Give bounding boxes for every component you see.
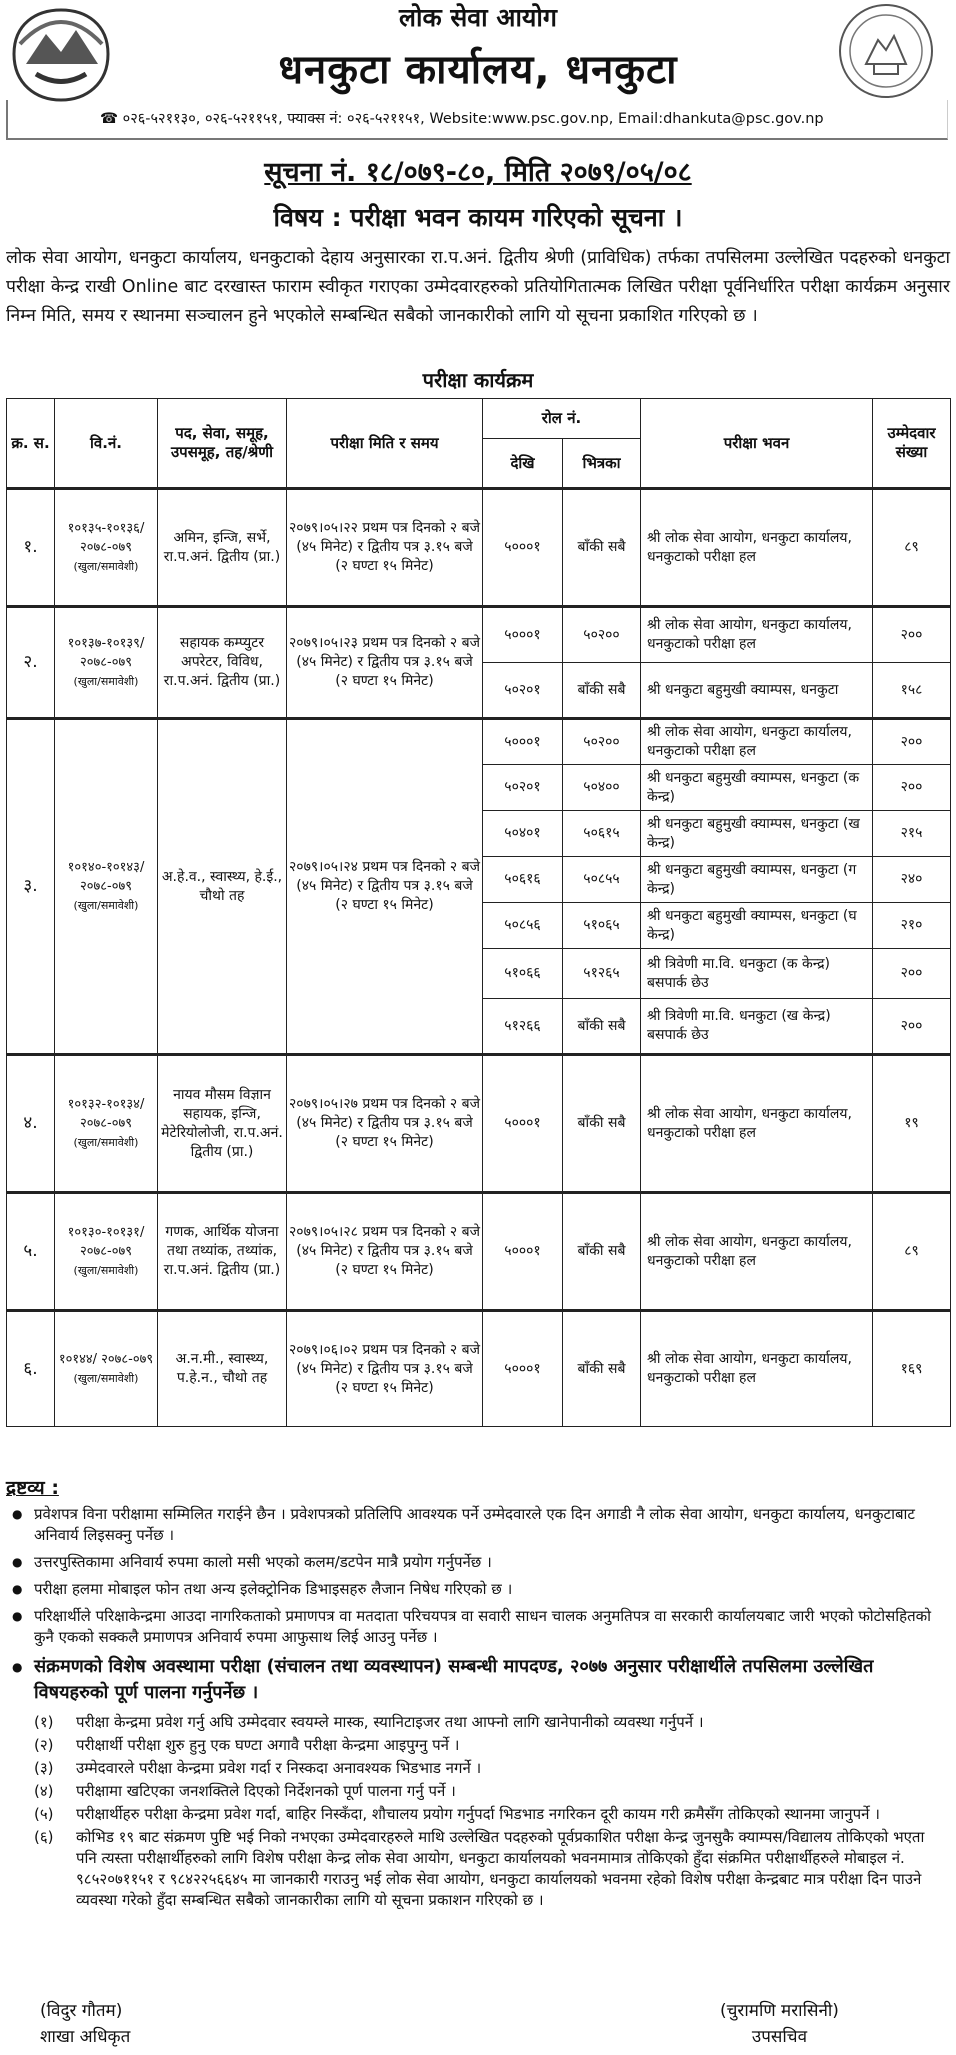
adv-type: (खुला/समावेशी) xyxy=(73,675,139,688)
exam-hall: श्री लोक सेवा आयोग, धनकुटा कार्यालय, धनकुटाको परीक्षा हल xyxy=(641,489,873,607)
roll-to: बाँकी सबै xyxy=(563,999,641,1055)
adv-number-text: १०१४०-१०१४३/ २०७८-०७९ xyxy=(67,860,145,894)
col-header-to: भित्रका xyxy=(563,439,641,489)
advertisement-number xyxy=(55,1193,158,1311)
roll-to: बाँकी सबै xyxy=(563,663,641,719)
exam-hall: श्री त्रिवेणी मा.वि. धनकुटा (ख केन्द्र) बसपार्क छेउ xyxy=(641,999,873,1055)
adv-type: (खुला/समावेशी) xyxy=(73,1264,139,1277)
col-header-adv: वि.नं. xyxy=(55,399,158,489)
exam-date-time: २०७९।०६।०२ प्रथम पत्र दिनको २ बजे (४५ मिनेट) र द्वितीय पत्र ३.१५ बजे (२ घण्टा १५ मिनेट) xyxy=(287,1311,483,1427)
exam-hall: श्री धनकुटा बहुमुखी क्याम्पस, धनकुटा (घ केन्द्र) xyxy=(641,903,873,949)
exam-hall: श्री धनकुटा बहुमुखी क्याम्पस, धनकुटा (ख केन्द्र) xyxy=(641,811,873,857)
col-header-roll: रोल नं. xyxy=(483,399,641,439)
col-header-post: पद, सेवा, समूह, उपसमूह, तह/श्रेणी xyxy=(158,399,287,489)
candidate-count: २०० xyxy=(873,949,951,999)
serial-number: ३. xyxy=(7,719,55,1055)
serial-number: २. xyxy=(7,607,55,719)
advertisement-number xyxy=(55,489,158,607)
signatory-title: उपसचिव xyxy=(751,2027,808,2047)
rule-number: (५) xyxy=(34,1805,54,1823)
candidate-count: ८९ xyxy=(873,489,951,607)
covid-rule-item xyxy=(6,1712,946,1733)
covid-rule-item xyxy=(6,1758,946,1779)
signatory-name: (चुरामणि मरासिनी) xyxy=(720,2001,839,2021)
adv-number-text: १०१३५-१०१३६/ २०७८-०७९ xyxy=(67,521,145,555)
candidate-count: ८९ xyxy=(873,1193,951,1311)
candidate-count: २०० xyxy=(873,607,951,663)
exam-date-time: २०७९।०५।२४ प्रथम पत्र दिनको २ बजे (४५ मिनेट) र द्वितीय पत्र ३.१५ बजे (२ घण्टा १५ मिनेट) xyxy=(287,719,483,1055)
candidate-count: १६९ xyxy=(873,1311,951,1427)
roll-from: ५०००१ xyxy=(483,1193,563,1311)
adv-type: (खुला/समावेशी) xyxy=(73,1372,139,1385)
notice-number: सूचना नं. १८/०७९-८०, मिति २०७९/०५/०८ xyxy=(264,157,692,188)
rule-text: परीक्षार्थीहरु परीक्षा केन्द्रमा प्रवेश गर्दा, बाहिर निस्कँदा, शौचालय प्रयोग गर्नुपर्दा भिडभाड नगरिकन दूरी कायम गरी क्रमैसँग तोकिएको स्थानमा जानुपर्ने । xyxy=(76,1805,880,1823)
exam-hall: श्री धनकुटा बहुमुखी क्याम्पस, धनकुटा xyxy=(641,663,873,719)
post-name: अ.हे.व., स्वास्थ्य, हे.ई., चौथो तह xyxy=(158,719,287,1055)
covid-rule-item xyxy=(6,1804,946,1825)
rule-text: उम्मेदवारले परीक्षा केन्द्रमा प्रवेश गर्दा र निस्कदा अनावश्यक भिडभाड नगर्ने । xyxy=(76,1759,482,1777)
col-header-hall: परीक्षा भवन xyxy=(641,399,873,489)
schedule-title: परीक्षा कार्यक्रम xyxy=(422,368,534,392)
rule-number: (४) xyxy=(34,1782,54,1800)
advertisement-number xyxy=(55,719,158,1055)
covid-rules-list xyxy=(6,1712,946,1911)
exam-hall: श्री धनकुटा बहुमुखी क्याम्पस, धनकुटा (क केन्द्र) xyxy=(641,765,873,811)
serial-number: ४. xyxy=(7,1055,55,1193)
serial-number: १. xyxy=(7,489,55,607)
adv-number-text: १०१३०-१०१३१/ २०७८-०७९ xyxy=(67,1225,145,1259)
roll-from: ५०००१ xyxy=(483,1311,563,1427)
roll-from: ५१२६६ xyxy=(483,999,563,1055)
notice-subject: विषय : परीक्षा भवन कायम गरिएको सूचना । xyxy=(273,203,683,232)
letterhead xyxy=(0,0,956,140)
contact-info: ☎ ०२६-५२११३०, ०२६-५२११५१, फ्याक्स नं: ०२६-५२११५१, Website:www.psc.gov.np, Email:dhankuta@psc.gov.np xyxy=(100,111,824,127)
table-row xyxy=(7,1193,951,1311)
roll-to: ५०२०० xyxy=(563,607,641,663)
signatory-title: शाखा अधिकृत xyxy=(40,2027,131,2047)
covid-rule-item xyxy=(6,1827,946,1911)
signature-left xyxy=(40,1998,130,2050)
adv-number-text: १०१३२-१०१३४/ २०७८-०७९ xyxy=(67,1097,145,1131)
covid-heading: ● संक्रमणको विशेष अवस्थामा परीक्षा (संचालन तथा व्यवस्थापन) सम्बन्धी मापदण्ड, २०७७ अनुसार परीक्षार्थीले तपसिलमा उल्लेखित विषयहरुको पूर्ण पालना गर्नुपर्नेछ । xyxy=(6,1654,946,1706)
notes-title: द्रष्टव्य : xyxy=(6,1477,59,1499)
col-header-count: उम्मेदवार संख्या xyxy=(873,399,951,489)
exam-hall: श्री त्रिवेणी मा.वि. धनकुटा (क केन्द्र) बसपार्क छेउ xyxy=(641,949,873,999)
roll-from: ५०००१ xyxy=(483,607,563,663)
exam-hall: श्री लोक सेवा आयोग, धनकुटा कार्यालय, धनकुटाको परीक्षा हल xyxy=(641,719,873,765)
candidate-count: २१० xyxy=(873,903,951,949)
post-name: अमिन, इन्जि, सर्भे, रा.प.अनं. द्वितीय (प्रा.) xyxy=(158,489,287,607)
roll-from: ५०२०१ xyxy=(483,765,563,811)
notes-section xyxy=(6,1474,946,1913)
table-row xyxy=(7,719,951,765)
exam-hall: श्री लोक सेवा आयोग, धनकुटा कार्यालय, धनकुटाको परीक्षा हल xyxy=(641,1193,873,1311)
table-row xyxy=(7,1055,951,1193)
roll-to: बाँकी सबै xyxy=(563,489,641,607)
exam-hall: श्री लोक सेवा आयोग, धनकुटा कार्यालय, धनकुटाको परीक्षा हल xyxy=(641,1311,873,1427)
col-header-sn: क्र. स. xyxy=(7,399,55,489)
commission-name: लोक सेवा आयोग xyxy=(399,3,557,32)
rule-number: (६) xyxy=(34,1828,54,1846)
candidate-count: २४० xyxy=(873,857,951,903)
exam-hall: श्री लोक सेवा आयोग, धनकुटा कार्यालय, धनकुटाको परीक्षा हल xyxy=(641,1055,873,1193)
note-item: ● उत्तरपुस्तिकामा अनिवार्य रुपमा कालो मसी भएको कलम/डटपेन मात्रै प्रयोग गर्नुपर्नेछ । xyxy=(6,1552,946,1573)
roll-to: बाँकी सबै xyxy=(563,1055,641,1193)
roll-to: ५०८५५ xyxy=(563,857,641,903)
psc-seal-icon xyxy=(836,2,936,100)
adv-type: (खुला/समावेशी) xyxy=(73,560,139,573)
candidate-count: १९ xyxy=(873,1055,951,1193)
rule-text: परीक्षामा खटिएका जनशक्तिले दिएको निर्देशनको पूर्ण पालना गर्नु पर्ने । xyxy=(76,1782,456,1800)
signature-right xyxy=(720,1998,839,2050)
roll-from: ५०८५६ xyxy=(483,903,563,949)
post-name: अ.न.मी., स्वास्थ्य, प.हे.न., चौथो तह xyxy=(158,1311,287,1427)
rule-number: (३) xyxy=(34,1759,54,1777)
adv-type: (खुला/समावेशी) xyxy=(73,899,139,912)
roll-from: ५०६१६ xyxy=(483,857,563,903)
office-name: धनकुटा कार्यालय, धनकुटा xyxy=(278,47,678,93)
post-name: गणक, आर्थिक योजना तथा तथ्यांक, तथ्यांक, रा.प.अनं. द्वितीय (प्रा.) xyxy=(158,1193,287,1311)
roll-from: ५०२०१ xyxy=(483,663,563,719)
roll-from: ५०००१ xyxy=(483,1055,563,1193)
roll-to: ५०४०० xyxy=(563,765,641,811)
rule-text: कोभिड १९ बाट संक्रमण पुष्टि भई निको नभएका उम्मेदवारहरुले माथि उल्लेखित पदहरुको पूर्वप्रकाशित परीक्षा केन्द्र जुनसुकै क्याम्पस/विद्यालय तोकिएको भएता पनि त्यस्ता परीक्षार्थीहरुको लागि विशेष परीक्षा केन्द्र लोक सेवा आयोग, धनकुटा कार्यालयको भवनमामात्र तोकिएको हुँदा संक्रमित परीक्षार्थीहरुले मोबाइल नं. ९८५२०७११५१ र ९८४२२५६६४५ मा जानकारी गराउनु भई लोक सेवा आयोग, धनकुटा कार्यालयको भवनमा रहेको विशेष परीक्षा केन्द्रबाट मात्र परीक्षा दिन पाउने व्यवस्था गरेको हुँदा सम्बन्धित सबैको जानकारीका लागि यो सूचना प्रकाशन गरिएको छ । xyxy=(76,1828,925,1909)
roll-from: ५१०६६ xyxy=(483,949,563,999)
roll-to: ५०२०० xyxy=(563,719,641,765)
table-row xyxy=(7,489,951,607)
col-header-from: देखि xyxy=(483,439,563,489)
adv-number-text: १०१४४/ २०७८-०७९ xyxy=(58,1352,154,1367)
rule-text: परीक्षार्थी परीक्षा शुरु हुनु एक घण्टा अगावै परीक्षा केन्द्रमा आइपुग्नु पर्ने । xyxy=(76,1736,460,1754)
candidate-count: १५८ xyxy=(873,663,951,719)
table-row xyxy=(7,607,951,663)
candidate-count: २०० xyxy=(873,719,951,765)
roll-to: ५०६१५ xyxy=(563,811,641,857)
roll-from: ५०४०१ xyxy=(483,811,563,857)
exam-date-time: २०७९।०५।२३ प्रथम पत्र दिनको २ बजे (४५ मिनेट) र द्वितीय पत्र ३.१५ बजे (२ घण्टा १५ मिनेट) xyxy=(287,607,483,719)
exam-date-time: २०७९।०५।२८ प्रथम पत्र दिनको २ बजे (४५ मिनेट) र द्वितीय पत्र ३.१५ बजे (२ घण्टा १५ मिनेट) xyxy=(287,1193,483,1311)
advertisement-number xyxy=(55,1055,158,1193)
note-item: ● परीक्षा हलमा मोबाइल फोन तथा अन्य इलेक्ट्रोनिक डिभाइसहरु लैजान निषेध गरिएको छ । xyxy=(6,1579,946,1600)
intro-paragraph: लोक सेवा आयोग, धनकुटा कार्यालय, धनकुटाको देहाय अनुसारका रा.प.अनं. द्वितीय श्रेणी (प्राविधिक) तर्फका तपसिलमा उल्लेखित पदहरुको धनकुटा परीक्षा केन्द्र राखी Online बाट दरखास्त फाराम स्वीकृत गराएका उम्मेदवारहरुको प्रतियोगितात्मक लिखित परीक्षा पूर्वनिर्धारित परीक्षा कार्यक्रम अनुसार निम्न मिति, समय र स्थानमा सञ्चालन हुने भएकोले सम्बन्धित सबैको जानकारीको लागि यो सूचना प्रकाशित गरिएको छ । xyxy=(6,248,950,326)
candidate-count: २१५ xyxy=(873,811,951,857)
note-item: ● परिक्षार्थीले परिक्षाकेन्द्रमा आउदा नागरिकताको प्रमाणपत्र वा मतदाता परिचयपत्र वा सवारी साधन चालक अनुमतिपत्र वा सरकारी कार्यालयबाट जारी भएको फोटोसहितको कुनै एकको सक्कलै प्रमाणपत्र अनिवार्य रुपमा आफुसाथ लिई आउनु पर्नेछ । xyxy=(6,1606,946,1648)
serial-number: ५. xyxy=(7,1193,55,1311)
serial-number: ६. xyxy=(7,1311,55,1427)
col-header-date: परीक्षा मिति र समय xyxy=(287,399,483,489)
roll-from: ५०००१ xyxy=(483,719,563,765)
candidate-count: २०० xyxy=(873,765,951,811)
roll-from: ५०००१ xyxy=(483,489,563,607)
rule-number: (२) xyxy=(34,1736,54,1754)
rule-text: परीक्षा केन्द्रमा प्रवेश गर्नु अघि उम्मेदवार स्वयम्ले मास्क, स्यानिटाइजर तथा आफ्नो लागि खानेपानीको व्यवस्था गर्नुपर्ने । xyxy=(76,1713,704,1731)
roll-to: ५१२६५ xyxy=(563,949,641,999)
advertisement-number xyxy=(55,607,158,719)
table-row xyxy=(7,1311,951,1427)
rule-number: (१) xyxy=(34,1713,54,1731)
signatory-name: (विदुर गौतम) xyxy=(40,2001,123,2021)
covid-rule-item xyxy=(6,1781,946,1802)
covid-rule-item xyxy=(6,1735,946,1756)
note-item: ● प्रवेशपत्र विना परीक्षामा सम्मिलित गराईने छैन । प्रवेशपत्रको प्रतिलिपि आवश्यक पर्ने उम्मेदवारले एक दिन अगाडी नै लोक सेवा आयोग, धनकुटा कार्यालय, धनकुटाबाट अनिवार्य लिइसक्नु पर्नेछ । xyxy=(6,1504,946,1546)
adv-type: (खुला/समावेशी) xyxy=(73,1136,139,1149)
exam-date-time: २०७९।०५।२२ प्रथम पत्र दिनको २ बजे (४५ मिनेट) र द्वितीय पत्र ३.१५ बजे (२ घण्टा १५ मिनेट) xyxy=(287,489,483,607)
roll-to: बाँकी सबै xyxy=(563,1311,641,1427)
exam-hall: श्री धनकुटा बहुमुखी क्याम्पस, धनकुटा (ग केन्द्र) xyxy=(641,857,873,903)
candidate-count: २०० xyxy=(873,999,951,1055)
exam-date-time: २०७९।०५।२७ प्रथम पत्र दिनको २ बजे (४५ मिनेट) र द्वितीय पत्र ३.१५ बजे (२ घण्टा १५ मिनेट) xyxy=(287,1055,483,1193)
post-name: नायव मौसम विज्ञान सहायक, इन्जि, मेटेरियोलोजी, रा.प.अनं. द्वितीय (प्रा.) xyxy=(158,1055,287,1193)
roll-to: बाँकी सबै xyxy=(563,1193,641,1311)
advertisement-number xyxy=(55,1311,158,1427)
adv-number-text: १०१३७-१०१३९/ २०७८-०७९ xyxy=(67,636,145,670)
roll-to: ५१०६५ xyxy=(563,903,641,949)
exam-schedule-table xyxy=(6,398,951,1427)
exam-hall: श्री लोक सेवा आयोग, धनकुटा कार्यालय, धनकुटाको परीक्षा हल xyxy=(641,607,873,663)
post-name: सहायक कम्प्युटर अपरेटर, विविध, रा.प.अनं. द्वितीय (प्रा.) xyxy=(158,607,287,719)
